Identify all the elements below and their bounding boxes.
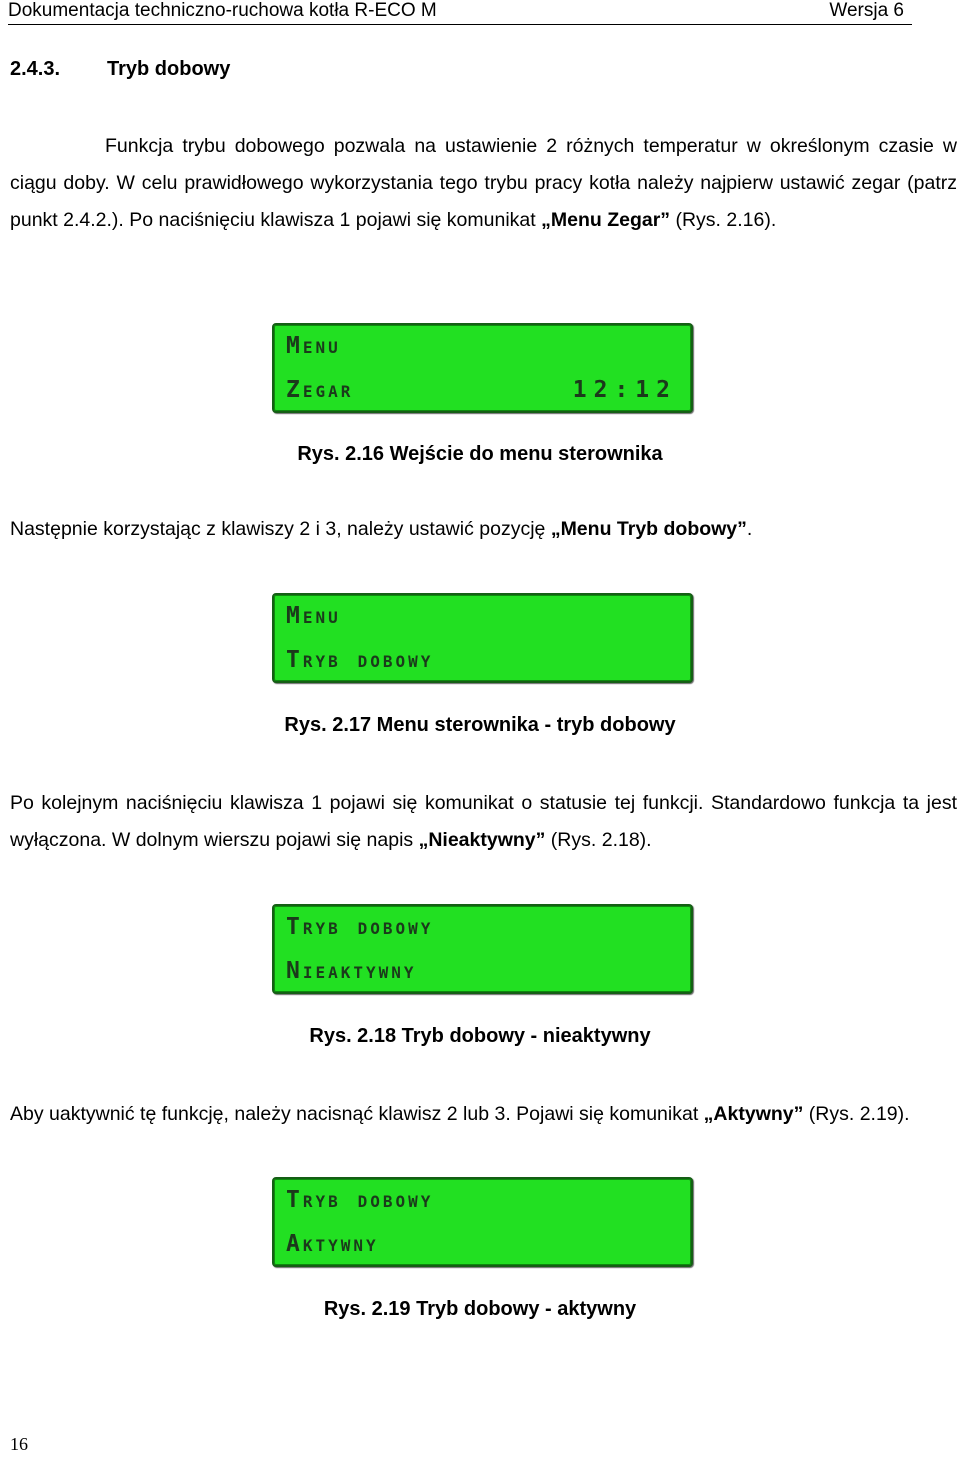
document-title: Dokumentacja techniczno-ruchowa kotła R-ECO M <box>8 0 437 21</box>
paragraph-intro <box>10 128 957 239</box>
section-number: 2.4.3. <box>10 58 61 80</box>
figure-caption-2-19: Rys. 2.19 Tryb dobowy - aktywny <box>323 1298 637 1320</box>
paragraph-activate-tail: (Rys. 2.19). <box>803 1103 910 1125</box>
paragraph-select-text: Następnie korzystając z klawiszy 2 i 3, należy ustawić pozycję <box>10 518 551 540</box>
section-title: Tryb dobowy <box>107 58 231 80</box>
figure-caption-2-17: Rys. 2.17 Menu sterownika - tryb dobowy <box>284 714 676 736</box>
paragraph-select-bold: „Menu Tryb dobowy” <box>550 518 747 540</box>
paragraph-select-tail: . <box>746 518 753 540</box>
paragraph-status <box>10 785 957 859</box>
paragraph-select <box>10 511 957 548</box>
figure-caption-2-16: Rys. 2.16 Wejście do menu sterownika <box>297 443 663 465</box>
paragraph-intro-bold: „Menu Zegar” <box>541 209 671 231</box>
figure-caption-2-18: Rys. 2.18 Tryb dobowy - nieaktywny <box>309 1025 651 1047</box>
paragraph-activate-bold: „Aktywny” <box>703 1103 804 1125</box>
page-header <box>8 0 912 25</box>
lcd-display-menu-tryb-dobowy <box>272 593 693 683</box>
paragraph-intro-text: Funkcja trybu dobowego pozwala na ustawienie 2 różnych temperatur w określonym czasie w ciągu doby. W celu prawidłowego wykorzystania tego trybu pracy kotła należy najpierw ustawić zegar (patrz punkt 2.4.2.). Po naciśnięciu klawisza 1 pojawi się komunikat <box>10 135 957 231</box>
lcd-display-menu-zegar <box>272 323 693 413</box>
paragraph-activate-text: Aby uaktywnić tę funkcję, należy nacisnąć klawisz 2 lub 3. Pojawi się komunikat <box>10 1103 704 1125</box>
lcd-clock-time: 12:12 <box>572 377 677 403</box>
lcd-line-1: Tryb dobowy <box>286 1187 434 1213</box>
lcd-line-2: Nieaktywny <box>286 958 417 984</box>
lcd-display-nieaktywny <box>272 904 693 994</box>
paragraph-status-text: Po kolejnym naciśnięciu klawisza 1 pojawi się komunikat o statusie tej funkcji. Standardowo funkcja ta jest wyłączona. W dolnym wierszu pojawi się napis <box>10 792 957 851</box>
paragraph-activate <box>10 1096 957 1133</box>
paragraph-status-bold: „Nieaktywny” <box>418 829 546 851</box>
lcd-line-1: Tryb dobowy <box>286 914 434 940</box>
lcd-line-1: Menu <box>286 603 341 629</box>
paragraph-status-tail: (Rys. 2.18). <box>545 829 652 851</box>
lcd-line-2-label: Zegar <box>286 377 354 403</box>
paragraph-intro-tail: (Rys. 2.16). <box>670 209 777 231</box>
lcd-line-1: Menu <box>286 333 341 359</box>
lcd-line-2: Tryb dobowy <box>286 647 434 673</box>
lcd-line-2 <box>286 377 677 403</box>
document-version: Wersja 6 <box>829 0 904 21</box>
lcd-line-2: Aktywny <box>286 1231 379 1257</box>
section-heading <box>10 58 230 81</box>
page-number: 16 <box>10 1434 28 1454</box>
lcd-display-aktywny <box>272 1177 693 1267</box>
